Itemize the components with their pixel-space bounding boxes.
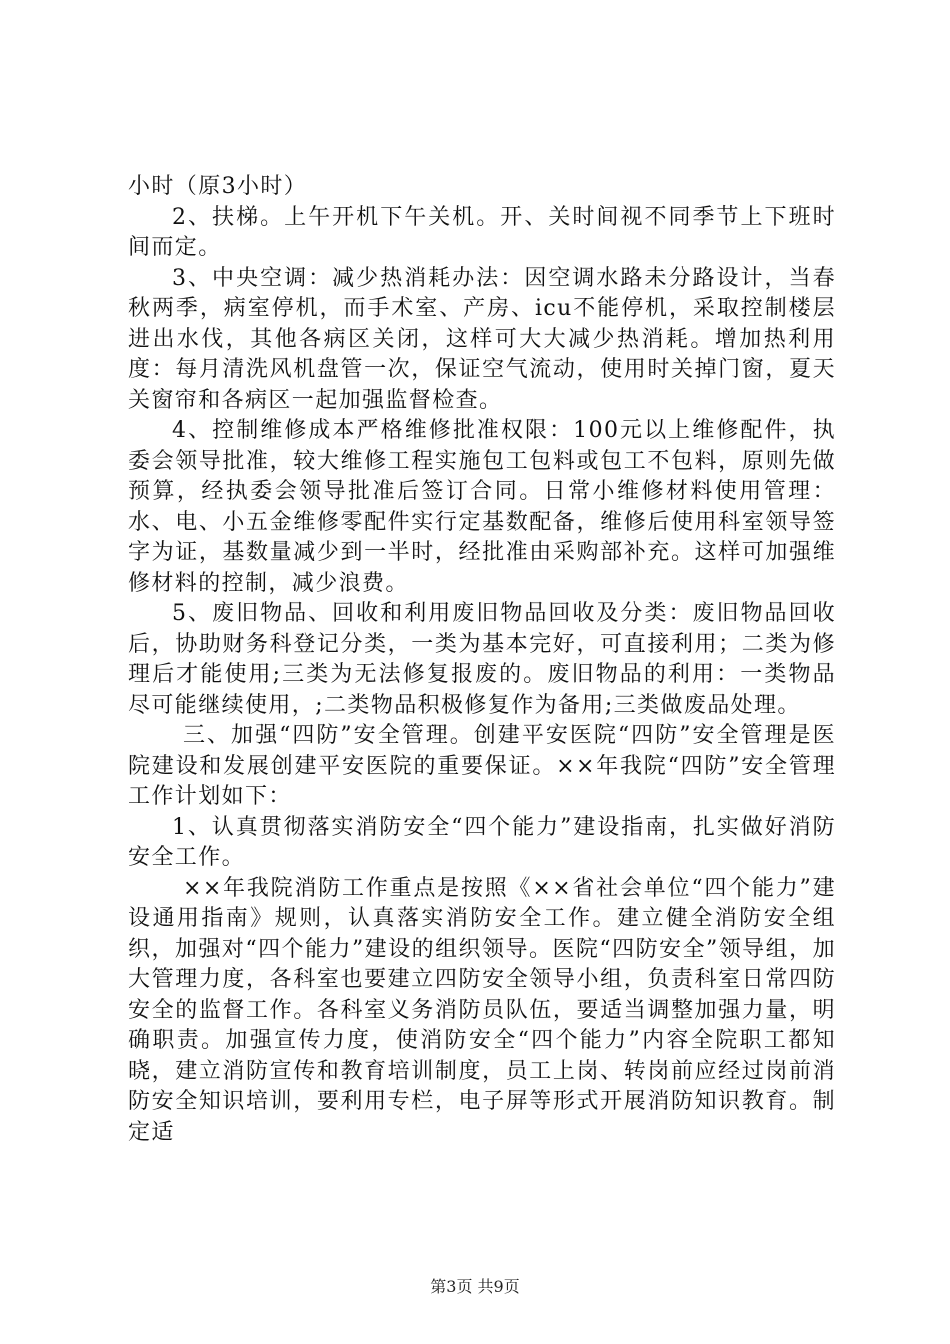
paragraph-continuation: 小时（原3小时） — [128, 174, 308, 199]
paragraph-central-ac: 3、中央空调：减少热消耗办法：因空调水路未分路设计，当春秋两季，病室停机，而手术室、产房、icu不能停机，采取控制楼层进出水伐，其他各病区关闭，这样可大大减少热消耗。增加热利用度：每月清洗风机盘管一次，保证空气流动，使用时关掉门窗，夏天关窗帘和各病区一起加强监督检查。 — [128, 265, 836, 413]
paragraph-waste-recycling: 5、废旧物品、回收和利用废旧物品回收及分类：废旧物品回收后，协助财务科登记分类，一类为基本完好，可直接利用；二类为修理后才能使用;三类为无法修复报废的。废旧物品的利用：一类物品尽可能继续使用，;二类物品积极修复作为备用;三类做废品处理。 — [128, 601, 836, 718]
document-body — [128, 172, 836, 1148]
page-footer: 第3页 共9页 — [430, 1277, 520, 1296]
paragraph-fire-safety-detail: ××年我院消防工作重点是按照《××省社会单位“四个能力”建设通用指南》规则，认真落实消防安全工作。建立健全消防安全组织，加强对“四个能力”建设的组织领导。医院“四防安全”领导组，加大管理力度，各科室也要建立四防安全领导小组，负责科室日常四防安全的监督工作。各科室义务消防员队伍，要适当调整加强力量，明确职责。加强宣传力度，使消防安全“四个能力”内容全院职工都知晓，建立消防宣传和教育培训制度，员工上岗、转岗前应经过岗前消防安全知识培训，要利用专栏，电子屏等形式开展消防知识教育。制定适 — [128, 875, 836, 1145]
paragraph-section-three: 三、加强“四防”安全管理。创建平安医院“四防”安全管理是医院建设和发展创建平安医院的重要保证。××年我院“四防”安全管理工作计划如下： — [128, 723, 836, 809]
paragraph-escalator: 2、扶梯。上午开机下午关机。开、关时间视不同季节上下班时间而定。 — [128, 204, 836, 260]
paragraph-maintenance-cost: 4、控制维修成本严格维修批准权限：100元以上维修配件，执委会领导批准，较大维修工程实施包工包料或包工不包料，原则先做预算，经执委会领导批准后签订合同。日常小维修材料使用管理：水、电、小五金维修零配件实行定基数配备，维修后使用科室领导签字为证，基数量减少到一半时，经批准由采购部补充。这样可加强维修材料的控制，减少浪费。 — [128, 418, 836, 596]
paragraph-fire-safety-item: 1、认真贯彻落实消防安全“四个能力”建设指南，扎实做好消防安全工作。 — [128, 814, 836, 870]
